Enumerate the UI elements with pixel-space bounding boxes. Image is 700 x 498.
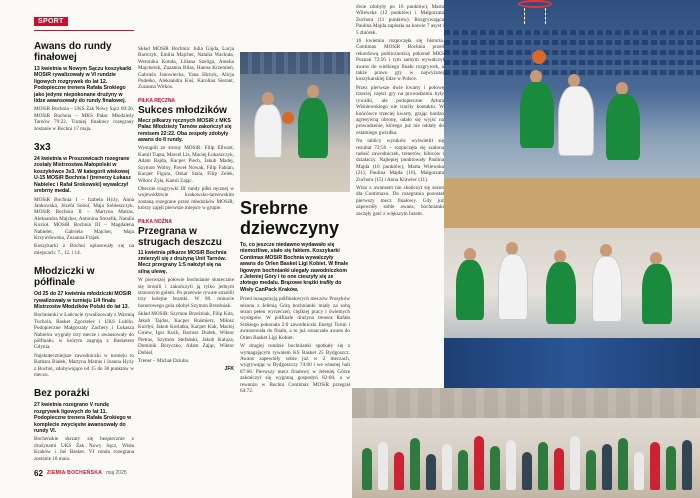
body-sukces: Wystąpili ze strony MOSiR: Filip Ellwart, Kamil Tupta, Marcel Lis, Maciej Łukaszczyk, Adam Bajda, Kacper Piech, Jakub Madej, Szymon Wolny, Paweł Nowak, Filip Fabian, Kacper Figura, Oskar Stala, Filip Zelek, Wiktor Żyła, Kamil Zając. — [138, 145, 234, 184]
background-crowd — [352, 388, 700, 418]
lead-awans: 13 kwietnia w Nowym Sączu koszykarki MOSiR rywalizowały w VI rundzie ligowych rozgrywek do lat 12. Podopieczne trenera Rafała Srokiego jako jedyne niepokonane drużyny w lidze awansowały do rundy finałowej. — [34, 66, 132, 105]
person-figure — [554, 448, 564, 490]
body-mlodziczki: Bochnianki w Łańcucie rywalizowały z Warmią Tuchola, Basket Zgorzelec i UKS Lublin. Podopieczne Małgorzaty Zachery i Łukasza Nabielca wygrały trzy mecze i awansowały do półfinału, w którym zagrają z Basketem Gdynia. — [34, 312, 134, 351]
lead-bez-porazki: 27 kwietnia rozegrano V rundę rozgrywek ligowych do lat 11. Podopieczne trenera Rafała Srokiego w komplecie zwycięstw awansowały do rundy VI. — [34, 402, 132, 435]
page-footer — [34, 466, 354, 480]
player-figure — [592, 256, 622, 322]
story-body-1: Przed inauguracją półfinałowych meczów Prusyków sezonu z Jelenią Górą bochnianki miały za sobą sezon pełen wyrzeczeń, ciężkiej pracy i świetnych występów. W półfinale drużyna trenera Rafała Srokiego pokonała 2:0 zawodniczki Energi Toruń i awansowała do finału, a to już oznaczało awans do Orlen Basket Ligi Kobiet. — [240, 296, 350, 341]
person-figure — [602, 444, 612, 490]
stands-row — [444, 30, 700, 35]
court-floor — [444, 178, 700, 228]
photo-basket-jump — [444, 0, 700, 228]
basketball-icon — [282, 112, 294, 124]
story-lead: To, co jeszcze niedawno wydawało się niemożliwe, stało się faktem. Koszykarki Contimax MOSiR Bochnia wywalczyły awans do Orlen Basket Ligi Kobiet. W finale ligowym bochnianki ulegały zawodniczkom z Jeleniej Góry i to one cieszyły się ze złotego medalu. Brązowe krążki trafiły do Wisły CanPack Kraków. — [240, 242, 349, 293]
cont-body-1: dwie zdobyły po 16 punktów), Marta Wilewska (12 punktów) i Małgorzata Zuchora (11 punktów). Rozgrywająca Paulina Majda zapisała na koncie 7 asyst i 5 zbiórek. — [356, 4, 444, 36]
column-main-story — [240, 52, 350, 462]
coach-line: Trener – Michał Dziuba. — [138, 358, 190, 365]
player-figure — [298, 98, 328, 158]
person-figure — [442, 444, 452, 490]
person-figure — [474, 436, 484, 490]
photo-team-celebration — [444, 228, 700, 388]
tail-sukces: Obecnie rozgrywki III rundy piłki ręcznej w województwie krakowsko-tarnowskim zostaną rozegrane przez młodzików MOSiR, którzy zajęli pierwsze miejsce w grupie. — [138, 185, 234, 212]
person-figure — [410, 438, 420, 490]
column-briefs — [34, 10, 134, 460]
heading-3x3: 3x3 — [34, 142, 51, 154]
basketball-icon — [532, 50, 546, 64]
heading-przegrana: Przegrana w strugach deszczu — [138, 225, 222, 248]
person-figure — [362, 448, 372, 490]
stands — [240, 52, 350, 74]
hoop-icon — [518, 0, 552, 8]
cont-body-2: 16 kwietnia rozpoczęła się historia. Contimax MOSiR Bochnia przed rekordową publicznością pokonał MKS Poznań 72:56 i tym samym wywalczył awans do wielkiego finału rozgrywek, a także prawo gry w najwyższej koszykarskiej lidze w Polsce. — [356, 38, 444, 83]
player-figure — [456, 260, 484, 320]
cont-body-3: Przez pierwsze dwie kwarty i połowę trzeciej części gry na prowadzeniu były rywalki, ale podopieczne Artura Wiśniewskiego nie traciły kontaktu. W końcówce trzeciej kwarty, grając bardzo agresywną obronę, udało się wyjść na prowadzenie, którego już nie oddały do ostatniego gwizdka. — [356, 84, 444, 136]
body-przegrana: W pierwszej połowie bochnianie skutecznie się bronili i zakończyli ją tylko jednym straconym golem. Po przerwie rywale strzelili trzy kolejne bramki. W 80. minucie honorowego gola zdobył Szymon Brzeżniak. — [138, 277, 234, 309]
ad-boards — [444, 338, 700, 388]
kicker-handball: PIŁKA RĘCZNA — [138, 97, 176, 104]
story-title: Srebrne dziewczyny — [240, 198, 340, 238]
body-3x3: MOSiR Bochnia I – Izabela Hyży, Anna Jankowska, Józefa Sobol, Maja Sobieszczyk. MOSiR Bochnia II – Martyna Matras, Aleksandra Majcher, Antonina Stezelik, Natalia Kozioł. MOSiR Bochnia III – Magdalena Nabielec, Gabriela Majcher, Maja Krzywdowska, Zuzanna Frajak. — [34, 196, 134, 241]
net-icon — [524, 8, 546, 24]
column-handball-football — [138, 46, 234, 466]
person-figure — [570, 436, 580, 490]
tail-3x3: Koszykarki z Bochni uplasowały się na miejscach: 7., 12. i 14. — [34, 243, 134, 256]
issue-date: maj 2025 — [106, 470, 127, 476]
stands-row — [444, 60, 700, 65]
player-figure — [558, 86, 594, 156]
photo-game-action — [240, 52, 350, 192]
person-figure — [538, 442, 548, 490]
story-body-2: W drugiej rundzie bochnianki spotkały się z wymagającym rywalem KS Basket 25 Bydgoszcz. Awans zapewniły sobie już w 2 meczach, wygrywając w Bydgoszczy 74:60 i we własnej hali 87:66. Pierwszy mecz finałowy w Jeleniej Górze zakończył się wygraną gospodyń 82:68, a w rewanżu w Bochni Contimax MOSiR przegrał 64:72. — [240, 343, 350, 394]
player-figure — [642, 264, 672, 324]
person-figure — [682, 440, 692, 490]
player-figure — [606, 94, 640, 160]
body-bez-porazki: Bocheńskie skrzaty się bezpiecznie z drużynami UKS Żak Nowy Sącz, Wisła Kraków i Jaś Basket. VI runda rozegrana zostanie 18 maja. — [34, 436, 134, 460]
player-head — [307, 85, 319, 98]
person-figure — [634, 452, 644, 490]
cont-body-5: Wraz z awansem nie skończył się sezon dla Contimaxu. Do rozegrania pozostał pierwszy mecz finałowy. Gdy już zapewniły sobie awans, bochnianki zaczęły grać z większym luzem. — [356, 184, 444, 217]
person-figure — [666, 446, 676, 490]
section-rule — [34, 30, 134, 31]
player-head — [262, 92, 274, 105]
person-figure — [586, 450, 596, 490]
stands-row — [444, 50, 700, 55]
lead-3x3: 24 kwietnia w Proszowicach rozegrane zostały Mistrzostwa Małopolski w koszykówce 3x3. W kategorii wiekowej U-15 MOSiR Bochnia I (trenerzy Łukasz Nabielec i Rafał Srokowski) wywalczył srebrny medal. — [34, 156, 131, 195]
person-figure — [458, 450, 468, 490]
page-number: 62 — [34, 468, 43, 478]
lead-mlodziczki: Od 25 do 27 kwietnia młodziczki MOSiR rywalizowały w turnieju 1/4 finału Mistrzostw Młodzików Polski do lat 13. — [34, 291, 132, 310]
photo-group-children — [352, 388, 700, 498]
player-figure — [498, 254, 528, 320]
person-figure — [618, 438, 628, 490]
kicker-football: PIŁKA NOŻNA — [138, 218, 172, 225]
player-figure — [546, 262, 576, 324]
tail-mlodziczki: Najskuteczniejsze zawodniczki w turnieju to Barbara Białek, Martyna Matras i Joanna Hyży z Bochni, zdobywające od 15 do 30 punktów w meczu. — [34, 352, 134, 379]
author-initials: JFK — [224, 366, 234, 373]
credits-mosir: Skład MOSiR Bochnia: Julia Gajda, Lucja Bartczyk, Emilia Majcher, Natalia Wachuła, Weronika Kotuła, Liliana Szeliga, Amelia Majcherek, Zuzanna Bilas, Hanna Krzemień, Gabriela Janowiecka, Yana Hirnyk, Alicja Pudełko, Aleksandra Kuś, Karolina Sierant, Zuzanna Witkos. — [138, 46, 234, 91]
person-figure — [378, 442, 388, 490]
person-figure — [506, 440, 516, 490]
heading-awans: Awans do rundy finałowej — [34, 41, 112, 63]
person-figure — [522, 452, 532, 490]
person-figure — [426, 454, 436, 490]
heading-sukces: Sukces młodzików — [138, 104, 227, 116]
person-figure — [650, 442, 660, 490]
lead-przegrana: 11 kwietnia piłkarze MOSiR Bochnia zmierzyli się z drużyną Unii Tarnów. Mecz przegrany 1:5 nałożył się na silną ulewę. — [138, 249, 227, 275]
cont-body-4: Na tablicy wyników wyświetlił się rezultat 72:56 – rozpoczęła się szalona radość zawodniczek, trenerów, kibiców i działaczy. Najlepiej punktowały Paulina Majda (16 punktów), Marta Wilewska (21), Paulina Majda (16), Małgorzata Zuchora (15) i Anna Krawiec (11). — [356, 138, 444, 183]
heading-bez-porazki: Bez porażki — [34, 388, 90, 400]
magazine-name: ZIEMIA BOCHEŃSKA — [46, 470, 103, 476]
stands-row — [444, 40, 700, 45]
person-figure — [394, 452, 404, 490]
section-tag: SPORT — [34, 17, 68, 26]
person-figure — [490, 446, 500, 490]
body-awans: MOSiR Bochnia – UKS Żak Nowy Sącz 60:26, MOSiR Bochnia – MKS Pałac Młodzieży Tarnów 79:22. Turniej finałowy rozegrany zostanie w Bochni 17 maja. — [34, 106, 134, 132]
lead-sukces: Mecz piłkarzy ręcznych MOSiR z MKS Pałac Młodzieży Tarnów zakończył się remisem 22:22. Oba zespoły zdobyły awans do II rundy. — [138, 117, 232, 144]
heading-mlodziczki: Młodziczki w półfinale — [34, 266, 95, 289]
player-figure — [254, 104, 282, 158]
player-figure — [520, 82, 554, 148]
tail-przegrana: Skład MOSiR: Szymon Brzeżniak, Filip Kita, Jakub Tajdus, Kacper Ruśmierz, Miłosz Kurdyś, Jakub Korlatka, Kacper Kuk, Maciej Gniew, Igor Kuch, Bartosz Dudek, Wiktor Pietras, Szymon Stefański, Jakub Kaluza, Dominik Boryczko, Adam Zając, Wiktor Dubiel. — [138, 311, 234, 356]
column-continued — [356, 4, 444, 384]
